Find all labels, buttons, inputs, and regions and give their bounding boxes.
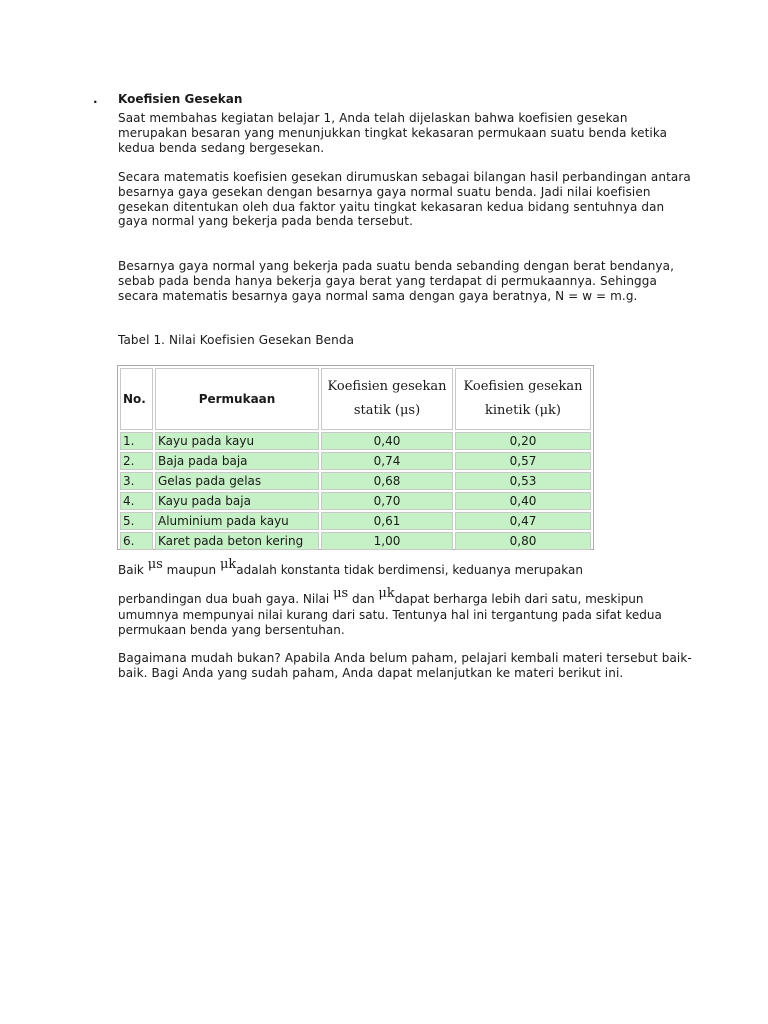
paragraph-intro: Saat membahas kegiatan belajar 1, Anda telah dijelaskan bahwa koefisien gesekan merupakan besaran yang menunjukkan tingkat kekasaran permukaan suatu benda ketika kedua benda sedang bergesekan. [118, 111, 668, 155]
header-surface: Permukaan [155, 368, 319, 430]
text-baik: Baik [118, 563, 144, 577]
cell-surface: Kayu pada kayu [155, 432, 319, 450]
cell-static: 0,40 [321, 432, 453, 450]
mu-k-symbol-2: μk [378, 586, 395, 601]
header-static [321, 368, 453, 430]
table-row [120, 532, 591, 550]
cell-no: 6. [120, 532, 153, 550]
cell-no: 5. [120, 512, 153, 530]
table-row [120, 492, 591, 510]
cell-static: 0,61 [321, 512, 453, 530]
paragraph-closing: Bagaimana mudah bukan? Apabila Anda belum paham, pelajari kembali materi tersebut baik-baik. Bagi Anda yang sudah paham, Anda dapat melanjutkan ke materi berikut ini. [118, 651, 692, 680]
cell-static: 0,74 [321, 452, 453, 470]
list-bullet: . [93, 92, 98, 106]
cell-surface: Karet pada beton kering [155, 532, 319, 550]
mu-s-symbol: μs [147, 557, 163, 572]
table-row [120, 512, 591, 530]
paragraph-constants-line1 [118, 557, 718, 578]
text-perbandingan: perbandingan dua buah gaya. Nilai [118, 592, 330, 606]
cell-kinetic: 0,53 [455, 472, 591, 490]
mu-s-symbol-2: μs [333, 586, 349, 601]
cell-surface: Kayu pada baja [155, 492, 319, 510]
header-no: No. [120, 368, 153, 430]
cell-surface: Gelas pada gelas [155, 472, 319, 490]
cell-static: 0,70 [321, 492, 453, 510]
cell-no: 1. [120, 432, 153, 450]
table-row [120, 452, 591, 470]
text-dapat: dapat berharga lebih dari satu, meskipun umumnya mempunyai nilai kurang dari satu. Tentunya hal ini tergantung pada sifat kedua permukaan benda yang bersentuhan. [118, 592, 662, 637]
cell-surface: Aluminium pada kayu [155, 512, 319, 530]
table-row [120, 432, 591, 450]
table-row [120, 472, 591, 490]
cell-kinetic: 0,40 [455, 492, 591, 510]
mu-k-symbol: μk [219, 557, 237, 572]
header-kinetic [455, 368, 591, 430]
table-header-row [120, 368, 591, 430]
cell-no: 4. [120, 492, 153, 510]
header-kinetic-line1: Koefisien gesekan [463, 379, 583, 394]
paragraph-definition: Secara matematis koefisien gesekan dirumuskan sebagai bilangan hasil perbandingan antara besarnya gaya gesekan dengan besarnya gaya normal suatu benda. Jadi nilai koefisien gesekan ditentukan oleh dua faktor yaitu tingkat kekasaran kedua bidang sentuhnya dan gaya normal yang bekerja pada benda tersebut. [118, 170, 691, 229]
cell-static: 0,68 [321, 472, 453, 490]
cell-kinetic: 0,20 [455, 432, 591, 450]
text-maupun: maupun [166, 563, 217, 577]
cell-surface: Baja pada baja [155, 452, 319, 470]
header-static-line2: statik (μs) [353, 403, 421, 418]
text-dan: dan [352, 592, 375, 606]
cell-no: 2. [120, 452, 153, 470]
text-constants: adalah konstanta tidak berdimensi, keduanya merupakan [236, 563, 583, 577]
section-heading: Koefisien Gesekan [118, 92, 243, 106]
paragraph-constants-rest [118, 586, 693, 637]
cell-kinetic: 0,80 [455, 532, 591, 550]
cell-no: 3. [120, 472, 153, 490]
header-kinetic-line2: kinetik (μk) [485, 403, 561, 418]
header-static-line1: Koefisien gesekan [327, 379, 447, 394]
cell-kinetic: 0,47 [455, 512, 591, 530]
friction-table [117, 365, 594, 550]
cell-kinetic: 0,57 [455, 452, 591, 470]
table-caption: Tabel 1. Nilai Koefisien Gesekan Benda [118, 333, 355, 347]
cell-static: 1,00 [321, 532, 453, 550]
paragraph-normal-force: Besarnya gaya normal yang bekerja pada suatu benda sebanding dengan berat bendanya, sebab pada benda hanya bekerja gaya berat yang terdapat di permukaannya. Sehingga secara matematis besarnya gaya normal sama dengan gaya beratnya, N = w = m.g. [118, 259, 674, 303]
